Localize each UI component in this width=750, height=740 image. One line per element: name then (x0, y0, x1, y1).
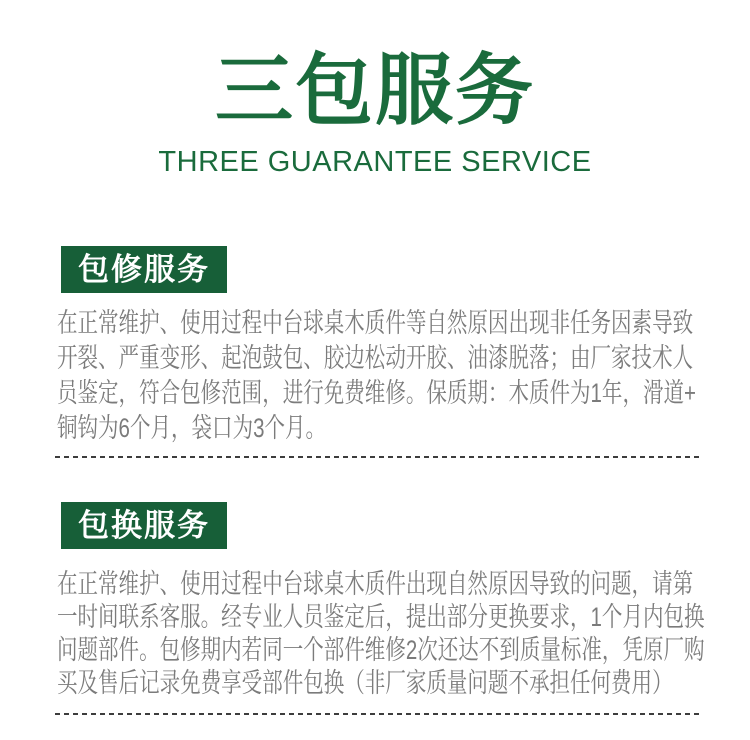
dashed-divider (55, 456, 700, 458)
paragraph-line: 在正常维护、使用过程中台球桌木质件出现自然原因导致的问题，请第 (57, 569, 694, 599)
page-title: 三包服务 (214, 46, 535, 134)
paragraph-line: 员鉴定，符合包修范围，进行免费维修。保质期：木质件为1年，滑道+ (57, 378, 697, 408)
paragraph-line: 问题部件。包修期内若同一个部件维修2次还达不到质量标准，凭原厂购 (57, 635, 705, 665)
paragraph-line: 在正常维护、使用过程中台球桌木质件等自然原因出现非任务因素导致 (57, 308, 694, 338)
replace-section-paragraph (57, 568, 737, 700)
replace-section-badge: 包换服务 (61, 502, 227, 549)
paragraph-line: 一时间联系客服。经专业人员鉴定后，提出部分更换要求，1个月内包换 (57, 602, 705, 632)
page-subtitle: THREE GUARANTEE SERVICE (158, 146, 592, 178)
repair-section-paragraph (57, 306, 737, 446)
paragraph-line: 买及售后记录免费享受部件包换（非厂家质量问题不承担任何费用） (57, 668, 673, 698)
repair-section-badge: 包修服务 (61, 246, 227, 293)
dashed-divider (55, 713, 700, 715)
paragraph-line: 铜钩为6个月，袋口为3个月。 (57, 413, 327, 443)
paragraph-line: 开裂、严重变形、起泡鼓包、胶边松动开胶、油漆脱落；由厂家技术人 (57, 343, 694, 373)
